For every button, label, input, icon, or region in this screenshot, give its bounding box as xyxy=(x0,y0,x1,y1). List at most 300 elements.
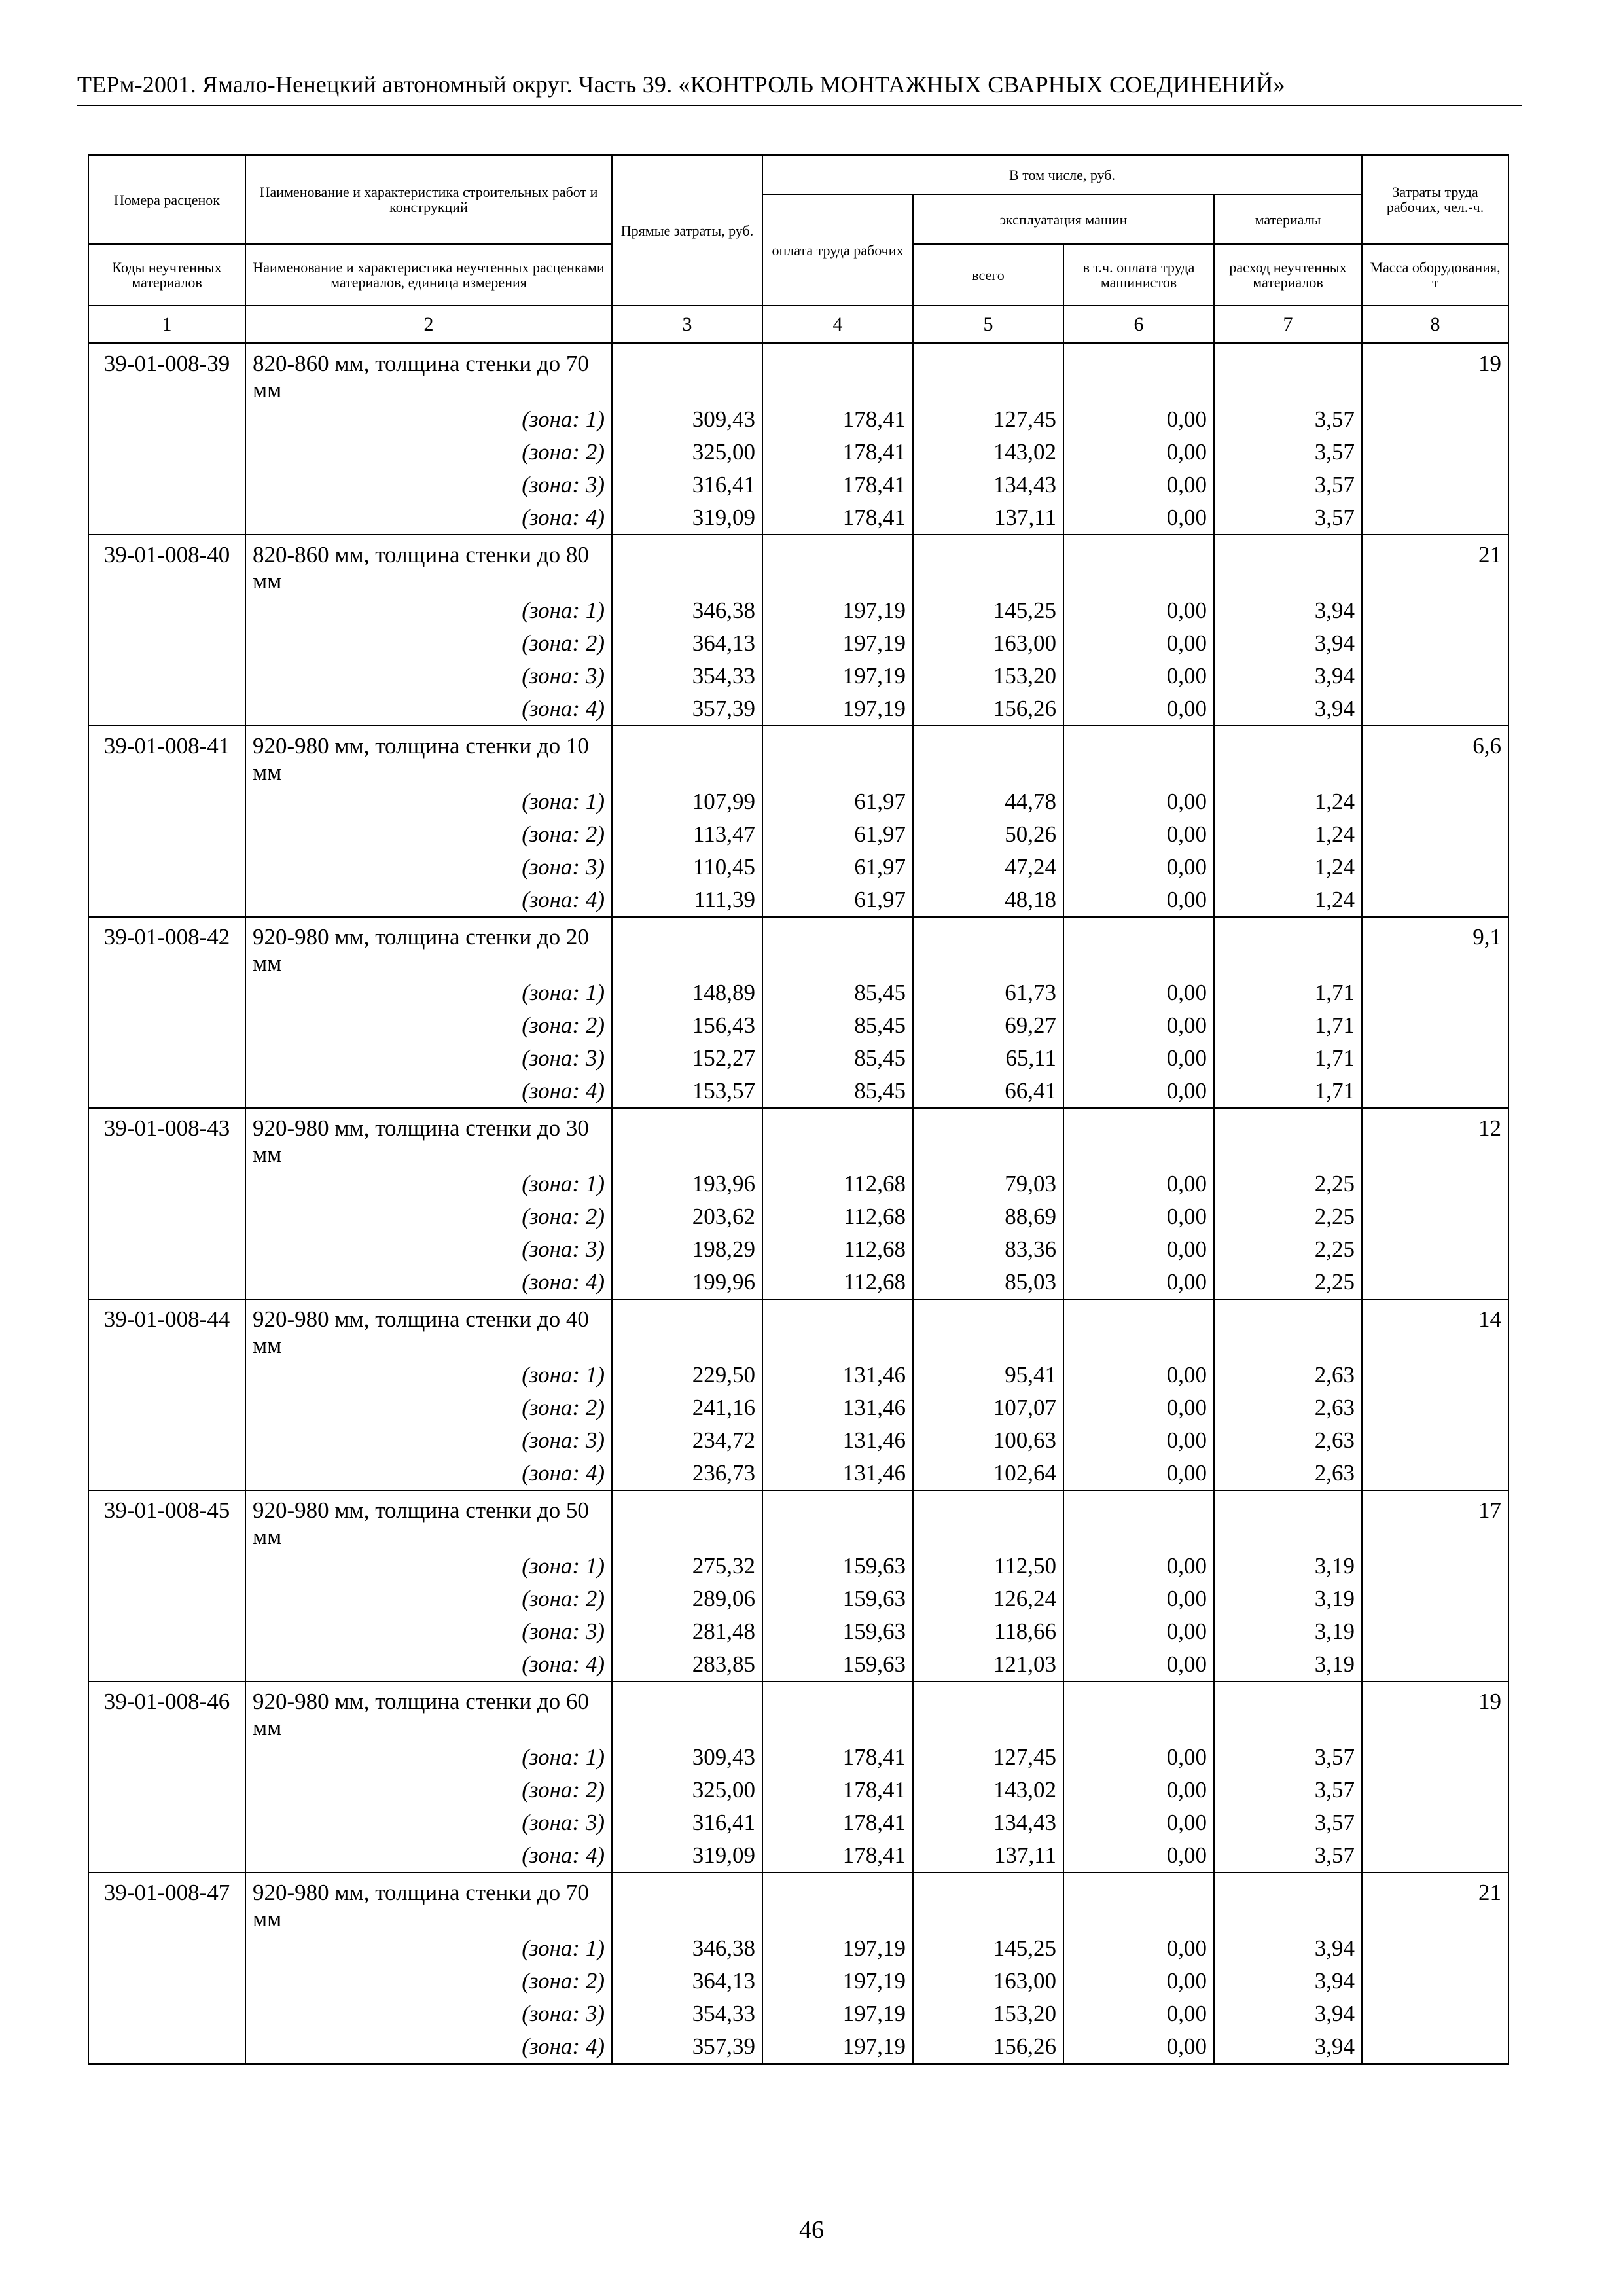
materials-value: 3,57 xyxy=(1214,1806,1362,1839)
materials-value: 2,63 xyxy=(1214,1359,1362,1391)
zone-label: (зона: 3) xyxy=(245,1042,612,1075)
wages-value: 197,19 xyxy=(762,627,913,660)
materials-value: 3,94 xyxy=(1214,627,1362,660)
rate-name: 820-860 мм, толщина стенки до 80 мм xyxy=(245,535,612,594)
machines-value: 163,00 xyxy=(913,1965,1063,1998)
zone-label: (зона: 4) xyxy=(245,1839,612,1873)
machines-value: 100,63 xyxy=(913,1424,1063,1457)
direct-costs-value: 113,47 xyxy=(612,818,762,851)
materials-value: 3,94 xyxy=(1214,1998,1362,2030)
empty-cell xyxy=(612,1873,762,1932)
direct-costs-value: 234,72 xyxy=(612,1424,762,1457)
zone-row xyxy=(88,1741,1508,1774)
empty-cell xyxy=(913,1490,1063,1550)
equipment-mass: 12 xyxy=(1362,1108,1508,1299)
materials-value: 1,24 xyxy=(1214,851,1362,884)
zone-label: (зона: 2) xyxy=(245,627,612,660)
machinist-wages-value: 0,00 xyxy=(1063,1359,1214,1391)
empty-cell xyxy=(1214,1873,1362,1932)
rates-table xyxy=(88,154,1509,2065)
machines-value: 127,45 xyxy=(913,403,1063,436)
machinist-wages-value: 0,00 xyxy=(1063,1965,1214,1998)
materials-value: 1,24 xyxy=(1214,785,1362,818)
machinist-wages-value: 0,00 xyxy=(1063,1233,1214,1266)
machinist-wages-value: 0,00 xyxy=(1063,594,1214,627)
materials-value: 1,24 xyxy=(1214,818,1362,851)
zone-label: (зона: 1) xyxy=(245,977,612,1009)
machines-value: 137,11 xyxy=(913,1839,1063,1873)
header-labor: Затраты труда рабочих, чел.-ч. xyxy=(1362,155,1508,244)
wages-value: 178,41 xyxy=(762,1774,913,1806)
machinist-wages-value: 0,00 xyxy=(1063,1009,1214,1042)
direct-costs-value: 346,38 xyxy=(612,594,762,627)
direct-costs-value: 319,09 xyxy=(612,1839,762,1873)
zone-row xyxy=(88,1424,1508,1457)
rate-name: 920-980 мм, толщина стенки до 50 мм xyxy=(245,1490,612,1550)
empty-cell xyxy=(1063,535,1214,594)
page-number: 46 xyxy=(799,2216,824,2244)
zone-row xyxy=(88,1391,1508,1424)
direct-costs-value: 148,89 xyxy=(612,977,762,1009)
table-body xyxy=(88,343,1508,2064)
zone-row xyxy=(88,851,1508,884)
column-number: 2 xyxy=(245,306,612,343)
zone-row xyxy=(88,469,1508,501)
rate-title-row xyxy=(88,1299,1508,1359)
direct-costs-value: 152,27 xyxy=(612,1042,762,1075)
zone-row xyxy=(88,1233,1508,1266)
direct-costs-value: 153,57 xyxy=(612,1075,762,1108)
direct-costs-value: 111,39 xyxy=(612,884,762,917)
machinist-wages-value: 0,00 xyxy=(1063,1391,1214,1424)
equipment-mass: 14 xyxy=(1362,1299,1508,1490)
direct-costs-value: 316,41 xyxy=(612,469,762,501)
zone-label: (зона: 3) xyxy=(245,1424,612,1457)
zone-row xyxy=(88,2030,1508,2064)
machinist-wages-value: 0,00 xyxy=(1063,660,1214,692)
direct-costs-value: 283,85 xyxy=(612,1648,762,1681)
equipment-mass: 17 xyxy=(1362,1490,1508,1681)
empty-cell xyxy=(762,1299,913,1359)
direct-costs-value: 346,38 xyxy=(612,1932,762,1965)
materials-value: 3,94 xyxy=(1214,692,1362,726)
zone-label: (зона: 4) xyxy=(245,884,612,917)
zone-row xyxy=(88,660,1508,692)
materials-value: 3,57 xyxy=(1214,436,1362,469)
wages-value: 197,19 xyxy=(762,594,913,627)
materials-value: 1,71 xyxy=(1214,1075,1362,1108)
wages-value: 197,19 xyxy=(762,1932,913,1965)
machinist-wages-value: 0,00 xyxy=(1063,1648,1214,1681)
column-number: 7 xyxy=(1214,306,1362,343)
wages-value: 178,41 xyxy=(762,1839,913,1873)
zone-label: (зона: 2) xyxy=(245,818,612,851)
direct-costs-value: 325,00 xyxy=(612,1774,762,1806)
empty-cell xyxy=(762,1681,913,1741)
direct-costs-value: 325,00 xyxy=(612,436,762,469)
column-number-row xyxy=(88,306,1508,343)
machines-value: 134,43 xyxy=(913,1806,1063,1839)
wages-value: 159,63 xyxy=(762,1615,913,1648)
header-materials: материалы xyxy=(1214,194,1362,244)
empty-cell xyxy=(913,535,1063,594)
zone-label: (зона: 2) xyxy=(245,1583,612,1615)
zone-row xyxy=(88,1266,1508,1299)
empty-cell xyxy=(612,535,762,594)
materials-value: 2,63 xyxy=(1214,1391,1362,1424)
direct-costs-value: 289,06 xyxy=(612,1583,762,1615)
zone-label: (зона: 3) xyxy=(245,1998,612,2030)
header-direct-costs: Прямые затраты, руб. xyxy=(612,155,762,306)
equipment-mass: 6,6 xyxy=(1362,726,1508,917)
wages-value: 131,46 xyxy=(762,1359,913,1391)
machinist-wages-value: 0,00 xyxy=(1063,1583,1214,1615)
rate-name: 920-980 мм, толщина стенки до 60 мм xyxy=(245,1681,612,1741)
empty-cell xyxy=(612,917,762,977)
machines-value: 121,03 xyxy=(913,1648,1063,1681)
materials-value: 3,57 xyxy=(1214,1774,1362,1806)
machines-value: 134,43 xyxy=(913,469,1063,501)
machines-value: 50,26 xyxy=(913,818,1063,851)
wages-value: 112,68 xyxy=(762,1233,913,1266)
rate-name: 920-980 мм, толщина стенки до 20 мм xyxy=(245,917,612,977)
rate-title-row xyxy=(88,535,1508,594)
machines-value: 107,07 xyxy=(913,1391,1063,1424)
wages-value: 85,45 xyxy=(762,977,913,1009)
empty-cell xyxy=(1063,343,1214,403)
zone-row xyxy=(88,1457,1508,1490)
zone-label: (зона: 2) xyxy=(245,1391,612,1424)
direct-costs-value: 364,13 xyxy=(612,627,762,660)
equipment-mass: 21 xyxy=(1362,535,1508,726)
header-equipment-mass: Масса оборудования, т xyxy=(1362,244,1508,306)
empty-cell xyxy=(1063,917,1214,977)
empty-cell xyxy=(1214,535,1362,594)
machinist-wages-value: 0,00 xyxy=(1063,818,1214,851)
machines-value: 83,36 xyxy=(913,1233,1063,1266)
materials-value: 3,57 xyxy=(1214,403,1362,436)
machinist-wages-value: 0,00 xyxy=(1063,1839,1214,1873)
machinist-wages-value: 0,00 xyxy=(1063,1424,1214,1457)
direct-costs-value: 241,16 xyxy=(612,1391,762,1424)
machines-value: 69,27 xyxy=(913,1009,1063,1042)
wages-value: 178,41 xyxy=(762,436,913,469)
wages-value: 178,41 xyxy=(762,469,913,501)
machinist-wages-value: 0,00 xyxy=(1063,1741,1214,1774)
machinist-wages-value: 0,00 xyxy=(1063,884,1214,917)
header-work-name: Наименование и характеристика строительных работ и конструкций xyxy=(245,155,612,244)
column-number: 5 xyxy=(913,306,1063,343)
wages-value: 61,97 xyxy=(762,818,913,851)
empty-cell xyxy=(1214,1681,1362,1741)
table-header xyxy=(88,155,1508,343)
rate-title-row xyxy=(88,343,1508,403)
machines-value: 102,64 xyxy=(913,1457,1063,1490)
empty-cell xyxy=(1063,726,1214,785)
empty-cell xyxy=(762,1108,913,1168)
column-number: 6 xyxy=(1063,306,1214,343)
materials-value: 3,19 xyxy=(1214,1550,1362,1583)
zone-label: (зона: 1) xyxy=(245,594,612,627)
header-machines: эксплуатация машин xyxy=(913,194,1214,244)
zone-row xyxy=(88,1042,1508,1075)
materials-value: 1,24 xyxy=(1214,884,1362,917)
wages-value: 197,19 xyxy=(762,1965,913,1998)
empty-cell xyxy=(612,1681,762,1741)
machines-value: 143,02 xyxy=(913,1774,1063,1806)
machinist-wages-value: 0,00 xyxy=(1063,627,1214,660)
column-number: 8 xyxy=(1362,306,1508,343)
rate-code: 39-01-008-39 xyxy=(88,343,245,535)
zone-label: (зона: 3) xyxy=(245,1233,612,1266)
direct-costs-value: 236,73 xyxy=(612,1457,762,1490)
materials-value: 3,94 xyxy=(1214,2030,1362,2064)
materials-value: 3,94 xyxy=(1214,1965,1362,1998)
materials-value: 2,25 xyxy=(1214,1200,1362,1233)
rate-name: 920-980 мм, толщина стенки до 10 мм xyxy=(245,726,612,785)
wages-value: 159,63 xyxy=(762,1583,913,1615)
empty-cell xyxy=(1063,1299,1214,1359)
header-material-name: Наименование и характеристика неучтенных расценками материалов, единица измерения xyxy=(245,244,612,306)
empty-cell xyxy=(913,917,1063,977)
machines-value: 156,26 xyxy=(913,692,1063,726)
direct-costs-value: 107,99 xyxy=(612,785,762,818)
machines-value: 153,20 xyxy=(913,1998,1063,2030)
materials-value: 3,94 xyxy=(1214,594,1362,627)
direct-costs-value: 110,45 xyxy=(612,851,762,884)
machines-value: 66,41 xyxy=(913,1075,1063,1108)
zone-row xyxy=(88,1806,1508,1839)
rate-name: 920-980 мм, толщина стенки до 40 мм xyxy=(245,1299,612,1359)
zone-row xyxy=(88,1998,1508,2030)
machinist-wages-value: 0,00 xyxy=(1063,1806,1214,1839)
empty-cell xyxy=(1214,917,1362,977)
empty-cell xyxy=(612,343,762,403)
zone-row xyxy=(88,403,1508,436)
machinist-wages-value: 0,00 xyxy=(1063,1932,1214,1965)
zone-row xyxy=(88,501,1508,535)
machines-value: 85,03 xyxy=(913,1266,1063,1299)
zone-row xyxy=(88,1839,1508,1873)
wages-value: 112,68 xyxy=(762,1168,913,1200)
zone-label: (зона: 4) xyxy=(245,1266,612,1299)
empty-cell xyxy=(1063,1108,1214,1168)
direct-costs-value: 156,43 xyxy=(612,1009,762,1042)
rate-code: 39-01-008-41 xyxy=(88,726,245,917)
wages-value: 197,19 xyxy=(762,1998,913,2030)
empty-cell xyxy=(913,1299,1063,1359)
wages-value: 61,97 xyxy=(762,785,913,818)
empty-cell xyxy=(913,343,1063,403)
machinist-wages-value: 0,00 xyxy=(1063,403,1214,436)
rate-code: 39-01-008-45 xyxy=(88,1490,245,1681)
wages-value: 61,97 xyxy=(762,851,913,884)
machines-value: 143,02 xyxy=(913,436,1063,469)
wages-value: 112,68 xyxy=(762,1200,913,1233)
zone-label: (зона: 4) xyxy=(245,1075,612,1108)
machines-value: 112,50 xyxy=(913,1550,1063,1583)
machines-value: 95,41 xyxy=(913,1359,1063,1391)
zone-label: (зона: 3) xyxy=(245,1615,612,1648)
empty-cell xyxy=(612,726,762,785)
machines-value: 65,11 xyxy=(913,1042,1063,1075)
zone-label: (зона: 1) xyxy=(245,403,612,436)
rate-name: 920-980 мм, толщина стенки до 30 мм xyxy=(245,1108,612,1168)
machines-value: 127,45 xyxy=(913,1741,1063,1774)
direct-costs-value: 198,29 xyxy=(612,1233,762,1266)
header-including: В том числе, руб. xyxy=(762,155,1362,194)
materials-value: 3,57 xyxy=(1214,469,1362,501)
materials-value: 1,71 xyxy=(1214,1009,1362,1042)
materials-value: 3,94 xyxy=(1214,1932,1362,1965)
wages-value: 178,41 xyxy=(762,1741,913,1774)
zone-label: (зона: 1) xyxy=(245,785,612,818)
machines-value: 145,25 xyxy=(913,1932,1063,1965)
machines-value: 61,73 xyxy=(913,977,1063,1009)
materials-value: 2,25 xyxy=(1214,1233,1362,1266)
zone-label: (зона: 1) xyxy=(245,1168,612,1200)
machinist-wages-value: 0,00 xyxy=(1063,501,1214,535)
header-material-codes: Коды неучтенных материалов xyxy=(88,244,245,306)
wages-value: 85,45 xyxy=(762,1042,913,1075)
zone-row xyxy=(88,1359,1508,1391)
machines-value: 48,18 xyxy=(913,884,1063,917)
equipment-mass: 19 xyxy=(1362,1681,1508,1873)
materials-value: 3,19 xyxy=(1214,1648,1362,1681)
machines-value: 118,66 xyxy=(913,1615,1063,1648)
zone-row xyxy=(88,1583,1508,1615)
zone-label: (зона: 4) xyxy=(245,501,612,535)
zone-row xyxy=(88,1932,1508,1965)
zone-label: (зона: 1) xyxy=(245,1550,612,1583)
empty-cell xyxy=(762,343,913,403)
empty-cell xyxy=(1214,726,1362,785)
zone-row xyxy=(88,1075,1508,1108)
zone-label: (зона: 3) xyxy=(245,851,612,884)
machinist-wages-value: 0,00 xyxy=(1063,1774,1214,1806)
rate-code: 39-01-008-44 xyxy=(88,1299,245,1490)
zone-row xyxy=(88,818,1508,851)
header-machinist-wages: в т.ч. оплата труда машинистов xyxy=(1063,244,1214,306)
direct-costs-value: 309,43 xyxy=(612,1741,762,1774)
rate-code: 39-01-008-42 xyxy=(88,917,245,1108)
empty-cell xyxy=(762,1873,913,1932)
zone-row xyxy=(88,692,1508,726)
empty-cell xyxy=(1063,1681,1214,1741)
machinist-wages-value: 0,00 xyxy=(1063,1266,1214,1299)
zone-row xyxy=(88,1200,1508,1233)
empty-cell xyxy=(612,1490,762,1550)
wages-value: 178,41 xyxy=(762,501,913,535)
empty-cell xyxy=(1063,1490,1214,1550)
rate-code: 39-01-008-40 xyxy=(88,535,245,726)
zone-label: (зона: 3) xyxy=(245,469,612,501)
wages-value: 85,45 xyxy=(762,1009,913,1042)
rate-title-row xyxy=(88,1681,1508,1741)
materials-value: 3,19 xyxy=(1214,1615,1362,1648)
direct-costs-value: 275,32 xyxy=(612,1550,762,1583)
zone-row xyxy=(88,977,1508,1009)
rate-title-row xyxy=(88,1108,1508,1168)
header-rule xyxy=(77,105,1522,106)
zone-row xyxy=(88,1168,1508,1200)
zone-label: (зона: 2) xyxy=(245,1965,612,1998)
zone-label: (зона: 2) xyxy=(245,1200,612,1233)
machinist-wages-value: 0,00 xyxy=(1063,2030,1214,2064)
empty-cell xyxy=(762,1490,913,1550)
machinist-wages-value: 0,00 xyxy=(1063,785,1214,818)
rate-title-row xyxy=(88,1873,1508,1932)
direct-costs-value: 193,96 xyxy=(612,1168,762,1200)
rate-code: 39-01-008-46 xyxy=(88,1681,245,1873)
direct-costs-value: 281,48 xyxy=(612,1615,762,1648)
materials-value: 1,71 xyxy=(1214,1042,1362,1075)
machinist-wages-value: 0,00 xyxy=(1063,851,1214,884)
materials-value: 1,71 xyxy=(1214,977,1362,1009)
zone-label: (зона: 4) xyxy=(245,1457,612,1490)
zone-row xyxy=(88,1648,1508,1681)
machines-value: 88,69 xyxy=(913,1200,1063,1233)
empty-cell xyxy=(612,1108,762,1168)
empty-cell xyxy=(762,535,913,594)
machinist-wages-value: 0,00 xyxy=(1063,1615,1214,1648)
rate-name: 920-980 мм, толщина стенки до 70 мм xyxy=(245,1873,612,1932)
wages-value: 159,63 xyxy=(762,1648,913,1681)
machinist-wages-value: 0,00 xyxy=(1063,1075,1214,1108)
empty-cell xyxy=(612,1299,762,1359)
rate-title-row xyxy=(88,917,1508,977)
zone-row xyxy=(88,627,1508,660)
machinist-wages-value: 0,00 xyxy=(1063,1042,1214,1075)
column-number: 3 xyxy=(612,306,762,343)
empty-cell xyxy=(1214,1108,1362,1168)
zone-row xyxy=(88,436,1508,469)
zone-label: (зона: 3) xyxy=(245,1806,612,1839)
zone-label: (зона: 2) xyxy=(245,1774,612,1806)
direct-costs-value: 319,09 xyxy=(612,501,762,535)
header-wages: оплата труда рабочих xyxy=(762,194,913,306)
zone-row xyxy=(88,1615,1508,1648)
wages-value: 61,97 xyxy=(762,884,913,917)
materials-value: 2,25 xyxy=(1214,1168,1362,1200)
machines-value: 126,24 xyxy=(913,1583,1063,1615)
rate-code: 39-01-008-47 xyxy=(88,1873,245,2064)
direct-costs-value: 309,43 xyxy=(612,403,762,436)
equipment-mass: 21 xyxy=(1362,1873,1508,2064)
materials-value: 2,25 xyxy=(1214,1266,1362,1299)
rate-title-row xyxy=(88,726,1508,785)
rate-name: 820-860 мм, толщина стенки до 70 мм xyxy=(245,343,612,403)
page-header-title: ТЕРм-2001. Ямало-Ненецкий автономный округ. Часть 39. «КОНТРОЛЬ МОНТАЖНЫХ СВАРНЫХ СОЕДИНЕНИЙ» xyxy=(77,71,1285,98)
machines-value: 47,24 xyxy=(913,851,1063,884)
direct-costs-value: 354,33 xyxy=(612,660,762,692)
direct-costs-value: 357,39 xyxy=(612,2030,762,2064)
materials-value: 2,63 xyxy=(1214,1457,1362,1490)
zone-row xyxy=(88,785,1508,818)
machines-value: 153,20 xyxy=(913,660,1063,692)
machinist-wages-value: 0,00 xyxy=(1063,1168,1214,1200)
equipment-mass: 19 xyxy=(1362,343,1508,535)
wages-value: 178,41 xyxy=(762,403,913,436)
wages-value: 197,19 xyxy=(762,692,913,726)
machines-value: 156,26 xyxy=(913,2030,1063,2064)
rate-code: 39-01-008-43 xyxy=(88,1108,245,1299)
zone-label: (зона: 2) xyxy=(245,1009,612,1042)
empty-cell xyxy=(913,726,1063,785)
wages-value: 197,19 xyxy=(762,660,913,692)
empty-cell xyxy=(762,917,913,977)
machinist-wages-value: 0,00 xyxy=(1063,469,1214,501)
